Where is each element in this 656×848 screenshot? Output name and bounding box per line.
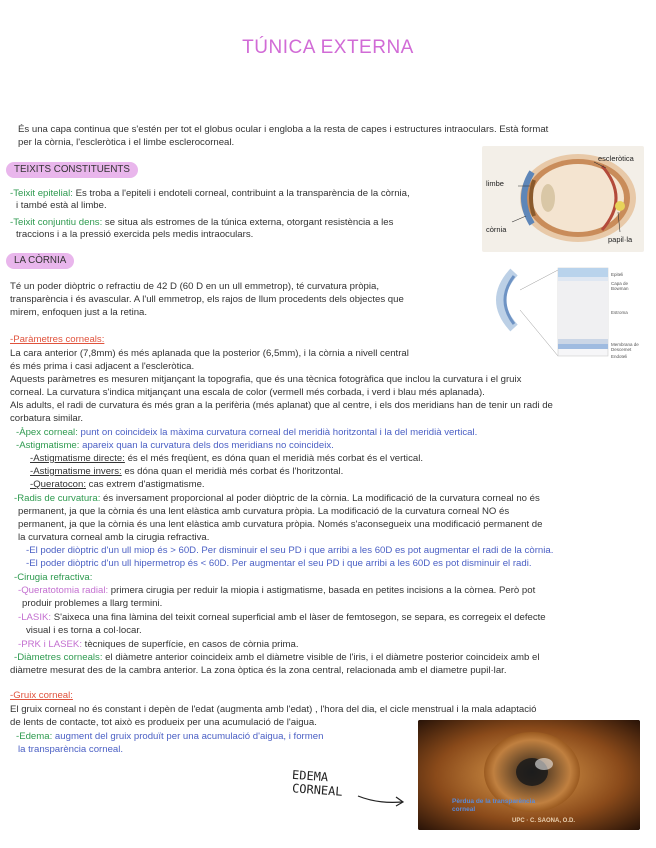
param-line-6: corbatura similar.: [10, 413, 84, 424]
edema-cont: la transparència corneal.: [18, 744, 124, 755]
parametres-heading: -Paràmetres corneals:: [10, 334, 105, 345]
gruix-line-1: El gruix corneal no és constant i depèn de l'edat (augmenta amb l'edat) , l'hora del dia, el cicle menstrual i la mala adaptació: [10, 704, 537, 715]
param-line-2: és més prima i casi adjacent a l'escleròtica.: [10, 361, 195, 372]
queratotomia-cont: produir problemes a llarg termini.: [22, 598, 163, 609]
gruix-heading: -Gruix corneal:: [10, 690, 73, 701]
handwritten-corneal: CORNEAL: [291, 781, 344, 799]
radis-line-2: permanent, ja que la còrnia és una lent elàstica amb curvatura pròpia. La modificació de la curvatura corneal NO és: [18, 506, 510, 517]
layer-epiteli: Epiteli: [611, 272, 624, 277]
intro-line-2: per la còrnia, l'escleròtica i el limbe esclerocorneal.: [18, 137, 235, 148]
photo-caption-1: Pèrdua de la transparència: [452, 798, 536, 805]
label-limbe: limbe: [486, 179, 504, 188]
astig-invers: -Astigmatisme invers: es dóna quan el meridià més corbat és l'horitzontal.: [30, 466, 344, 477]
param-line-1: La cara anterior (7,8mm) és més aplanada que la posterior (6,5mm), i la còrnia a nivell central: [10, 348, 409, 359]
layer-bowman: Capa de Bowman: [611, 281, 629, 291]
lasik: -LASIK: S'aixeca una fina làmina del teixit corneal superficial amb el làser de femtosegon, se separa, es corregeix el defecte: [18, 612, 546, 623]
teixit-epitelial: -Teixit epitelial: Es troba a l'epiteli i endoteli corneal, contribuint a la transparència de la còrnia,: [10, 188, 410, 199]
handwritten-edema: EDEMA: [291, 767, 329, 785]
radis-line-4: la curvatura corneal amb la cirugia refractiva.: [18, 532, 210, 543]
intro-line-1: És una capa continua que s'estén per tot el globus ocular i engloba a la resta de capes i estructures intraoculars. Està format: [18, 124, 549, 135]
photo-caption-2: corneal: [452, 806, 476, 813]
cornia-desc-2: transparència i és avascular. A l'ull emmetrop, els rajos de llum procedents dels objectes que: [10, 294, 404, 305]
astig-directe: -Astigmatisme directe: és el més freqüent, es dóna quan el meridià més corbat és el vertical.: [30, 453, 423, 464]
photo-credit: UPC · C. SAONA, O.D.: [512, 818, 576, 824]
layer-descemet: Membrana de Descemet: [611, 342, 639, 352]
queratocon: -Queratocon: cas extrem d'astigmatisme.: [30, 479, 205, 490]
label-papilla: papil·la: [608, 235, 633, 244]
radis-curvatura: -Radis de curvatura: és inversament proporcional al poder diòptric de la còrnia. La modificació de la curvatura corneal no és: [14, 493, 540, 504]
layer-estroma: Estroma: [611, 310, 628, 315]
cornia-desc-3: mirem, enfoquen just a la retina.: [10, 307, 148, 318]
page-title: TÚNICA EXTERNA: [242, 37, 414, 58]
diametres-line-2: diàmetre mesurat des de la cambra anterior. La zona òptica és la zona central, relacionada amb el diametre pupil·lar.: [10, 665, 507, 676]
cirugia-refractiva: -Cirugia refractiva:: [14, 572, 93, 583]
label-cornia: còrnia: [486, 225, 507, 234]
param-line-3: Aquests paràmetres es mesuren mitjançant la topografia, que és una tècnica fotogràfica que inclou la curvatura i el gruix: [10, 374, 522, 385]
queratotomia: -Queratotomia radial: primera cirugia per reduir la miopia i astigmatisme, basada en petites incisions a la còrnea. Però pot: [18, 585, 536, 596]
astigmatisme: -Astigmatisme: apareix quan la curvatura dels dos meridians no coincideix.: [16, 440, 334, 451]
edema: -Edema: augment del gruix produït per una acumulació d'aigua, i formen: [16, 731, 324, 742]
lasik-cont: visual i es torna a col·locar.: [26, 625, 142, 636]
edema-eye-photo: [418, 720, 640, 830]
cornia-desc-1: Té un poder diòptric o refractiu de 42 D (60 D en un ull emmetrop), té curvatura pròpia,: [10, 281, 380, 292]
eye-section-image: [482, 146, 644, 252]
miop-note: -El poder diòptric d'un ull miop és > 60D. Per disminuir el seu PD i que arribi a les 60D es pot augmentar el radi de la còrnia.: [26, 545, 554, 556]
cornea-layers-image: [484, 266, 644, 360]
param-line-4: corneal. La curvatura s'indica mitjançant una escala de color (vermell més corbada, i verd i blau més aplanada).: [10, 387, 485, 398]
prk-lasek: -PRK i LASEK: tècniques de superfície, en casos de còrnia prima.: [18, 639, 299, 650]
teixit-conjuntiu-cont: traccions i a la pressió exercida pels medis intraoculars.: [16, 229, 254, 240]
teixit-epitelial-cont: i també està al limbe.: [16, 200, 107, 211]
gruix-line-2: de lents de contacte, tot això es produeix per una acumulació de l'aigua.: [10, 717, 317, 728]
apex-corneal: -Àpex corneal: punt on coincideix la màxima curvatura corneal del meridià horitzontal i la del meridià vertical.: [16, 427, 478, 438]
param-line-5: Als adults, el radi de curvatura és més gran a la perifèria (més aplanat) que al centre, i els dos meridians han de tenir un radi de: [10, 400, 553, 411]
layer-endoteli: Endoteli: [611, 354, 628, 359]
radis-line-3: permanent, ja que la còrnia és una lent elàstica amb curvatura pròpia. Només s'aconsegueix una modificació permanent de: [18, 519, 543, 530]
diametres-corneals: -Diàmetres corneals: el diàmetre anterior coincideix amb el diàmetre visible de l'iris, i el diàmetre posterior coincideix amb el: [14, 652, 540, 663]
section-heading-teixits: TEIXITS CONSTITUENTS: [6, 162, 138, 178]
label-esclerotica: escleròtica: [598, 154, 634, 163]
hipermetrop-note: -El poder diòptric d'un ull hipermetrop és < 60D. Per augmentar el seu PD i que arribi a les 60D es pot disminuir el radi.: [26, 558, 532, 569]
section-heading-cornia: LA CÒRNIA: [6, 253, 74, 269]
teixit-conjuntiu: -Teixit conjuntiu dens: se situa als estromes de la túnica externa, otorgant resistència a les: [10, 217, 394, 228]
handwritten-arrow-icon: [354, 790, 414, 810]
